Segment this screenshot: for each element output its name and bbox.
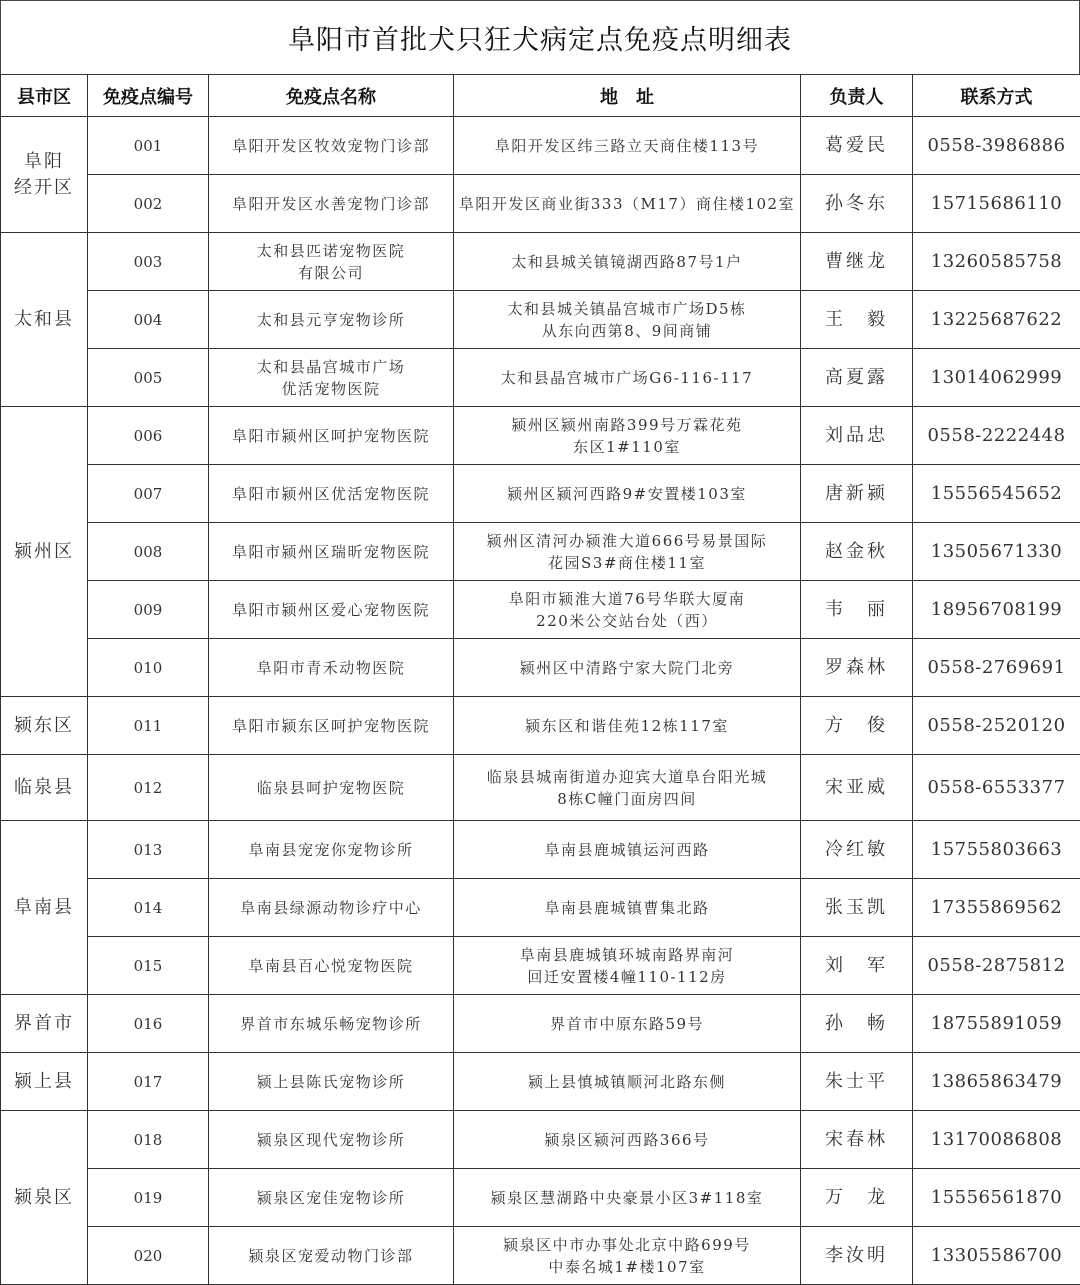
code-cell: 006	[88, 407, 209, 465]
cell-line: 阜南县鹿城镇曹集北路	[458, 897, 796, 919]
address-cell	[454, 995, 801, 1053]
table-row	[1, 1227, 1080, 1285]
clinic-name-cell	[209, 407, 454, 465]
cell-line: 颍州区颍州南路399号万霖花苑	[458, 414, 796, 436]
code-cell: 005	[88, 349, 209, 407]
code-cell: 004	[88, 291, 209, 349]
cell-line: 花园S3#商住楼11室	[458, 552, 796, 574]
address-cell	[454, 465, 801, 523]
phone-cell: 18956708199	[913, 581, 1080, 639]
cell-line: 颍州区颍河西路9#安置楼103室	[458, 483, 796, 505]
phone-cell: 13170086808	[913, 1111, 1080, 1169]
clinic-name-cell	[209, 697, 454, 755]
address-cell	[454, 697, 801, 755]
address-cell	[454, 349, 801, 407]
address-cell	[454, 175, 801, 233]
clinic-name-cell	[209, 1169, 454, 1227]
cell-line: 阜阳市颍州区优活宠物医院	[213, 483, 449, 505]
table-row	[1, 1053, 1080, 1111]
clinic-name-cell	[209, 879, 454, 937]
cell-line: 阜阳市颍州区爱心宠物医院	[213, 599, 449, 621]
person-cell: 张玉凯	[801, 879, 913, 937]
cell-line: 界首市	[5, 1011, 83, 1037]
code-cell: 011	[88, 697, 209, 755]
cell-line: 颍上县	[5, 1069, 83, 1095]
table-row	[1, 937, 1080, 995]
header-phone: 联系方式	[913, 75, 1080, 117]
cell-line: 从东向西第8、9间商铺	[458, 320, 796, 342]
table-row	[1, 349, 1080, 407]
cell-line: 太和县晶宫城市广场	[213, 356, 449, 378]
address-cell	[454, 937, 801, 995]
cell-line: 颍上县陈氏宠物诊所	[213, 1071, 449, 1093]
clinic-name-cell	[209, 291, 454, 349]
code-cell: 003	[88, 233, 209, 291]
cell-line: 回迁安置楼4幢110-112房	[458, 966, 796, 988]
clinic-name-cell	[209, 349, 454, 407]
cell-line: 颍泉区宠佳宠物诊所	[213, 1187, 449, 1209]
clinic-name-cell	[209, 1053, 454, 1111]
cell-line: 颍州区中清路宁家大院门北旁	[458, 657, 796, 679]
phone-cell: 15715686110	[913, 175, 1080, 233]
code-cell: 016	[88, 995, 209, 1053]
cell-line: 太和县元亨宠物诊所	[213, 309, 449, 331]
table-body	[1, 117, 1080, 1285]
code-cell: 010	[88, 639, 209, 697]
cell-line: 阜阳	[5, 149, 83, 175]
cell-line: 优活宠物医院	[213, 378, 449, 400]
person-cell: 李汝明	[801, 1227, 913, 1285]
cell-line: 颍泉区现代宠物诊所	[213, 1129, 449, 1151]
cell-line: 颍泉区中市办事处北京中路699号	[458, 1234, 796, 1256]
person-cell: 王 毅	[801, 291, 913, 349]
county-cell	[1, 233, 88, 407]
county-cell	[1, 117, 88, 233]
cell-line: 颍泉区颍河西路366号	[458, 1129, 796, 1151]
clinic-name-cell	[209, 1111, 454, 1169]
table-row	[1, 639, 1080, 697]
table-row	[1, 581, 1080, 639]
code-cell: 017	[88, 1053, 209, 1111]
person-cell: 孙冬东	[801, 175, 913, 233]
person-cell: 唐新颍	[801, 465, 913, 523]
clinic-name-cell	[209, 465, 454, 523]
address-cell	[454, 639, 801, 697]
clinic-name-cell	[209, 523, 454, 581]
phone-cell: 15556545652	[913, 465, 1080, 523]
table-header-row	[1, 75, 1080, 117]
clinic-name-cell	[209, 581, 454, 639]
phone-cell: 0558-6553377	[913, 755, 1080, 821]
cell-line: 有限公司	[213, 262, 449, 284]
clinic-name-cell	[209, 995, 454, 1053]
cell-line: 阜南县鹿城镇运河西路	[458, 839, 796, 861]
address-cell	[454, 1169, 801, 1227]
person-cell: 罗森林	[801, 639, 913, 697]
code-cell: 014	[88, 879, 209, 937]
person-cell: 高夏露	[801, 349, 913, 407]
cell-line: 颍泉区慧湖路中央豪景小区3#118室	[458, 1187, 796, 1209]
cell-line: 太和县晶宫城市广场G6-116-117	[458, 367, 796, 389]
code-cell: 020	[88, 1227, 209, 1285]
clinic-table	[0, 74, 1080, 1285]
address-cell	[454, 523, 801, 581]
cell-line: 太和县匹诺宠物医院	[213, 240, 449, 262]
cell-line: 阜南县宠宠你宠物诊所	[213, 839, 449, 861]
cell-line: 阜南县鹿城镇环城南路界南河	[458, 944, 796, 966]
address-cell	[454, 117, 801, 175]
clinic-name-cell	[209, 233, 454, 291]
phone-cell: 13305586700	[913, 1227, 1080, 1285]
header-county: 县市区	[1, 75, 88, 117]
cell-line: 阜阳开发区水善宠物门诊部	[213, 193, 449, 215]
person-cell: 葛爱民	[801, 117, 913, 175]
phone-cell: 13260585758	[913, 233, 1080, 291]
table-row	[1, 407, 1080, 465]
header-code: 免疫点编号	[88, 75, 209, 117]
code-cell: 013	[88, 821, 209, 879]
cell-line: 阜阳开发区纬三路立天商住楼113号	[458, 135, 796, 157]
cell-line: 阜南县百心悦宠物医院	[213, 955, 449, 977]
phone-cell: 13865863479	[913, 1053, 1080, 1111]
address-cell	[454, 879, 801, 937]
county-cell	[1, 697, 88, 755]
address-cell	[454, 291, 801, 349]
person-cell: 方 俊	[801, 697, 913, 755]
phone-cell: 13225687622	[913, 291, 1080, 349]
cell-line: 太和县城关镇镜湖西路87号1户	[458, 251, 796, 273]
phone-cell: 13014062999	[913, 349, 1080, 407]
phone-cell: 0558-2769691	[913, 639, 1080, 697]
county-cell	[1, 407, 88, 697]
phone-cell: 0558-3986886	[913, 117, 1080, 175]
phone-cell: 13505671330	[913, 523, 1080, 581]
county-cell	[1, 995, 88, 1053]
cell-line: 阜南县	[5, 895, 83, 921]
person-cell: 刘品忠	[801, 407, 913, 465]
county-cell	[1, 755, 88, 821]
clinic-name-cell	[209, 175, 454, 233]
cell-line: 阜阳开发区牧效宠物门诊部	[213, 135, 449, 157]
cell-line: 阜阳市颍州区呵护宠物医院	[213, 425, 449, 447]
phone-cell: 0558-2875812	[913, 937, 1080, 995]
table-row	[1, 1169, 1080, 1227]
cell-line: 太和县	[5, 307, 83, 333]
cell-line: 220米公交站台处（西）	[458, 610, 796, 632]
cell-line: 阜阳市青禾动物医院	[213, 657, 449, 679]
phone-cell: 17355869562	[913, 879, 1080, 937]
cell-line: 太和县城关镇晶宫城市广场D5栋	[458, 298, 796, 320]
phone-cell: 15556561870	[913, 1169, 1080, 1227]
table-row	[1, 175, 1080, 233]
table-row	[1, 995, 1080, 1053]
code-cell: 007	[88, 465, 209, 523]
code-cell: 019	[88, 1169, 209, 1227]
cell-line: 颍泉区	[5, 1185, 83, 1211]
address-cell	[454, 755, 801, 821]
code-cell: 008	[88, 523, 209, 581]
cell-line: 8栋C幢门面房四间	[458, 788, 796, 810]
address-cell	[454, 821, 801, 879]
cell-line: 颍州区清河办颍淮大道666号易景国际	[458, 530, 796, 552]
cell-line: 颍东区和谐佳苑12栋117室	[458, 715, 796, 737]
clinic-name-cell	[209, 117, 454, 175]
person-cell: 曹继龙	[801, 233, 913, 291]
code-cell: 002	[88, 175, 209, 233]
table-row	[1, 697, 1080, 755]
address-cell	[454, 1053, 801, 1111]
address-cell	[454, 1111, 801, 1169]
cell-line: 颍东区	[5, 713, 83, 739]
code-cell: 001	[88, 117, 209, 175]
person-cell: 韦 丽	[801, 581, 913, 639]
cell-line: 中泰名城1#楼107室	[458, 1256, 796, 1278]
cell-line: 阜阳市颍州区瑞昕宠物医院	[213, 541, 449, 563]
code-cell: 009	[88, 581, 209, 639]
code-cell: 018	[88, 1111, 209, 1169]
cell-line: 阜阳市颍淮大道76号华联大厦南	[458, 588, 796, 610]
cell-line: 颍泉区宠爱动物门诊部	[213, 1245, 449, 1267]
person-cell: 冷红敏	[801, 821, 913, 879]
table-row	[1, 465, 1080, 523]
person-cell: 孙 畅	[801, 995, 913, 1053]
cell-line: 临泉县	[5, 775, 83, 801]
cell-line: 阜南县绿源动物诊疗中心	[213, 897, 449, 919]
page-title: 阜阳市首批犬只狂犬病定点免疫点明细表	[288, 18, 792, 57]
table-row	[1, 821, 1080, 879]
header-person: 负责人	[801, 75, 913, 117]
address-cell	[454, 581, 801, 639]
person-cell: 万 龙	[801, 1169, 913, 1227]
table-row	[1, 291, 1080, 349]
person-cell: 宋春林	[801, 1111, 913, 1169]
cell-line: 颍上县慎城镇顺河北路东侧	[458, 1071, 796, 1093]
cell-line: 经开区	[5, 175, 83, 201]
title-box	[0, 0, 1080, 74]
cell-line: 界首市东城乐畅宠物诊所	[213, 1013, 449, 1035]
cell-line: 东区1#110室	[458, 436, 796, 458]
table-row	[1, 523, 1080, 581]
header-address: 地 址	[454, 75, 801, 117]
person-cell: 宋亚威	[801, 755, 913, 821]
address-cell	[454, 1227, 801, 1285]
table-row	[1, 755, 1080, 821]
code-cell: 015	[88, 937, 209, 995]
header-name: 免疫点名称	[209, 75, 454, 117]
county-cell	[1, 821, 88, 995]
address-cell	[454, 407, 801, 465]
clinic-name-cell	[209, 1227, 454, 1285]
table-row	[1, 117, 1080, 175]
clinic-name-cell	[209, 821, 454, 879]
table-row	[1, 879, 1080, 937]
person-cell: 刘 军	[801, 937, 913, 995]
person-cell: 朱士平	[801, 1053, 913, 1111]
cell-line: 颍州区	[5, 539, 83, 565]
clinic-name-cell	[209, 937, 454, 995]
phone-cell: 18755891059	[913, 995, 1080, 1053]
cell-line: 临泉县呵护宠物医院	[213, 777, 449, 799]
table-row	[1, 1111, 1080, 1169]
cell-line: 阜阳市颍东区呵护宠物医院	[213, 715, 449, 737]
cell-line: 临泉县城南街道办迎宾大道阜台阳光城	[458, 766, 796, 788]
person-cell: 赵金秋	[801, 523, 913, 581]
county-cell	[1, 1053, 88, 1111]
cell-line: 阜阳开发区商业街333（M17）商住楼102室	[458, 193, 796, 215]
address-cell	[454, 233, 801, 291]
phone-cell: 15755803663	[913, 821, 1080, 879]
county-cell	[1, 1111, 88, 1285]
code-cell: 012	[88, 755, 209, 821]
clinic-name-cell	[209, 755, 454, 821]
clinic-name-cell	[209, 639, 454, 697]
phone-cell: 0558-2222448	[913, 407, 1080, 465]
phone-cell: 0558-2520120	[913, 697, 1080, 755]
table-row	[1, 233, 1080, 291]
cell-line: 界首市中原东路59号	[458, 1013, 796, 1035]
